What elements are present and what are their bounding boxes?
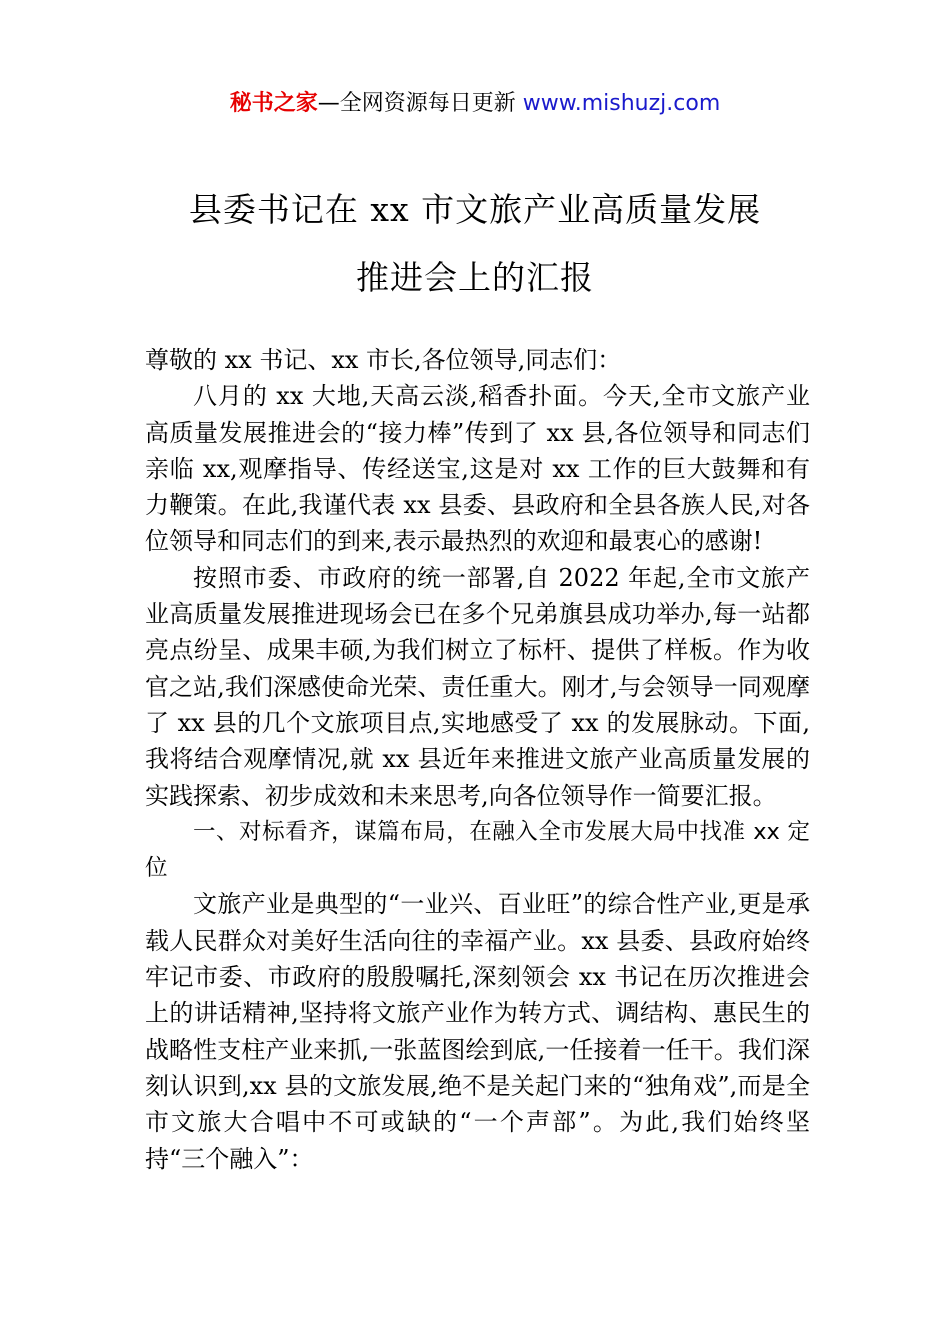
document-title-line-1: 县委书记在 xx 市文旅产业高质量发展	[188, 190, 762, 229]
paragraph: 文旅产业是典型的“一业兴、百业旺”的综合性产业,更是承载人民群众对美好生活向往的幸福产业。xx 县委、县政府始终牢记市委、市政府的殷殷嘱托,深刻领会 xx 书记在历次推进会上的讲话精神,坚持将文旅产业作为转方式、调结构、惠民生的战略性支柱产业来抓,一张蓝图绘到底,一任接着一任干。我们深刻认识到,xx 县的文旅发展,绝不是关起门来的“独角戏”,而是全市文旅大合唱中不可或缺的“一个声部”。为此,我们始终坚持“三个融入”：	[145, 890, 810, 1173]
document-body	[145, 342, 810, 1177]
paragraph: 八月的 xx 大地,天高云淡,稻香扑面。今天,全市文旅产业高质量发展推进会的“接力棒”传到了 xx 县,各位领导和同志们亲临 xx,观摩指导、传经送宝,这是对 xx 工作的巨大鼓舞和有力鞭策。在此,我谨代表 xx 县委、县政府和全县各族人民,对各位领导和同志们的到来,表示最热烈的欢迎和最衷心的感谢!	[145, 382, 810, 556]
site-header	[0, 88, 950, 120]
salutation: 尊敬的 xx 书记、xx 市长,各位领导,同志们：	[145, 346, 622, 374]
document-title-line-2: 推进会上的汇报	[356, 258, 594, 297]
site-link[interactable]: www.mishuzj.com	[522, 91, 721, 116]
paragraph: 按照市委、市政府的统一部署,自 2022 年起,全市文旅产业高质量发展推进现场会已在多个兄弟旗县成功举办,每一站都亮点纷呈、成果丰硕,为我们树立了标杆、提供了样板。作为收官之站,我们深感使命光荣、责任重大。刚才,与会领导一同观摩了 xx 县的几个文旅项目点,实地感受了 xx 的发展脉动。下面,我将结合观摩情况,就 xx 县近年来推进文旅产业高质量发展的实践探索、初步成效和未来思考,向各位领导作一简要汇报。	[145, 563, 810, 810]
brand-name: 秘书之家	[229, 91, 318, 116]
section-heading: 一、对标看齐，谋篇布局，在融入全市发展大局中找准 xx 定位	[145, 818, 810, 882]
header-slogan: —全网资源每日更新	[317, 91, 523, 116]
